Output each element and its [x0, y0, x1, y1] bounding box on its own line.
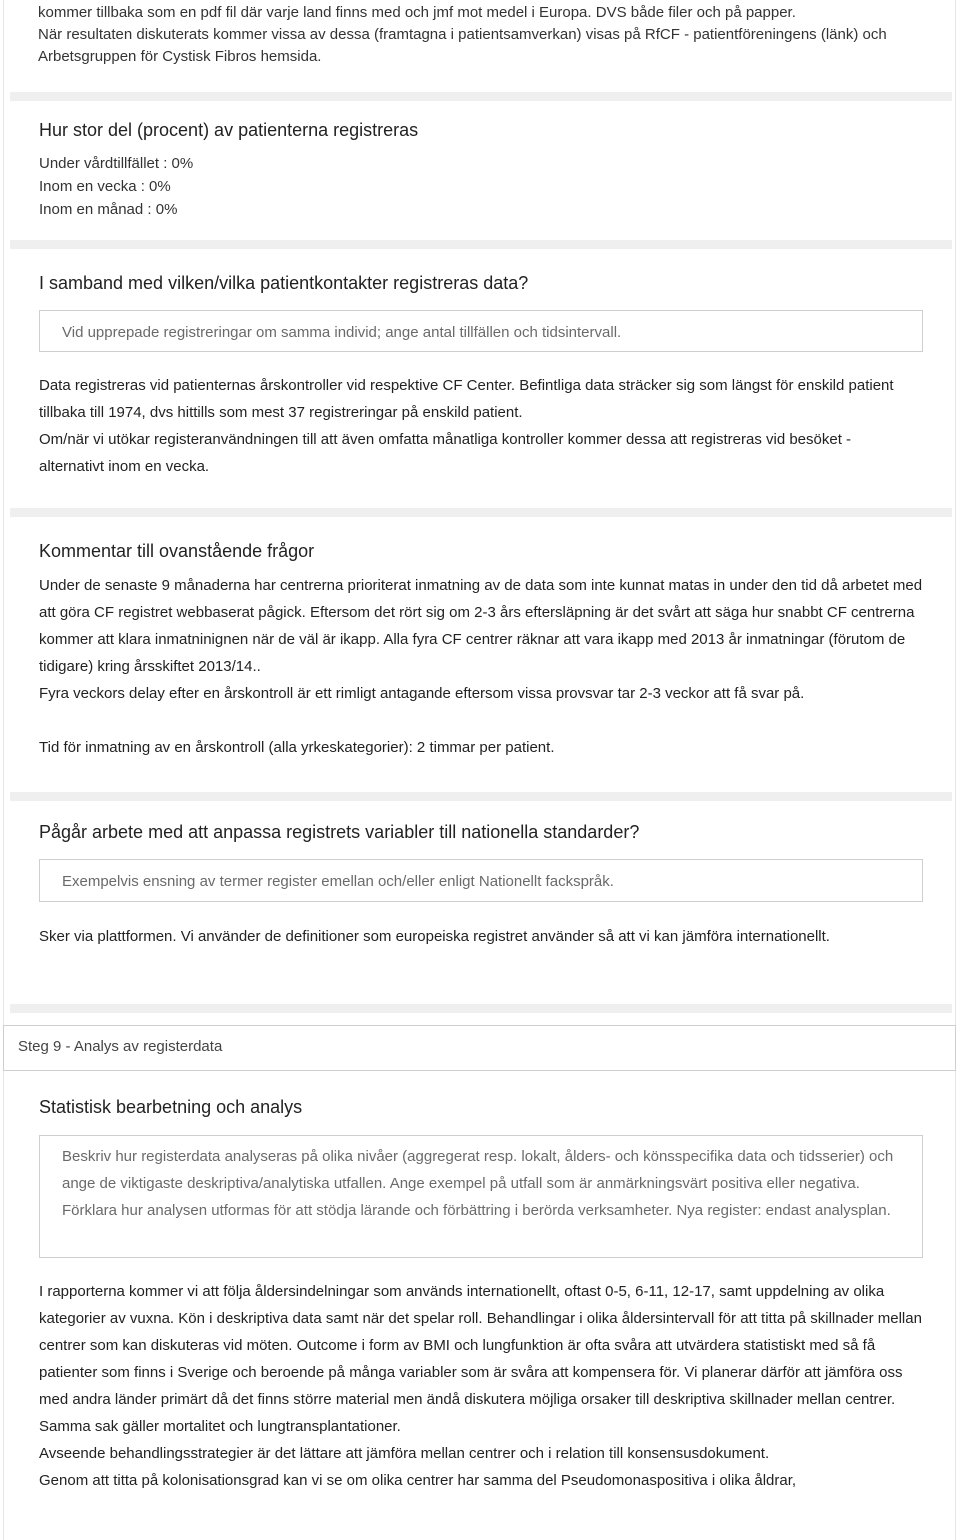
question-hint-standards: Exempelvis ensning av termer register emellan och/eller enligt Nationellt fackspråk.	[39, 859, 923, 902]
answer-paragraph: Om/när vi utökar registeranvändningen till att även omfatta månatliga kontroller kommer dessa att registreras vid besöket - alternativt inom en vecka.	[39, 431, 852, 475]
section-divider	[10, 792, 952, 801]
intro-line: kommer tillbaka som en pdf fil där varje land finns med och jmf mot medel i Europa. DVS både filer och på papper.	[38, 4, 796, 21]
section-divider	[10, 1004, 952, 1013]
section-divider	[10, 240, 952, 249]
answer-paragraph: Tid för inmatning av en årskontroll (alla yrkeskategorier): 2 timmar per patient.	[39, 739, 555, 756]
question-title-contacts: I samband med vilken/vilka patientkontakter registreras data?	[39, 273, 529, 293]
question-hint-contacts: Vid upprepade registreringar om samma individ; ange antal tillfällen och tidsintervall.	[39, 310, 923, 352]
percent-row: Inom en vecka : 0%	[39, 178, 171, 195]
step-header	[3, 1025, 956, 1071]
percent-row: Under vårdtillfället : 0%	[39, 155, 194, 172]
question-hint-stats: Beskriv hur registerdata analyseras på olika nivåer (aggregerat resp. lokalt, ålders- och könsspecifika data och tidsserier) och ange de viktigaste deskriptiva/analytiska utfallen. Ange exempel på utfall som är anmärkningsvärt positiva eller negativa. Förklara hur analysen utformas för att stödja lärande och förbättring i berörda verksamheter. Nya register: endast analysplan.	[39, 1135, 923, 1258]
answer-paragraph: Data registreras vid patienternas årskontroller vid respektive CF Center. Befintliga data sträcker sig som längst för enskild patient tillbaka till 1974, dvs hittills som mest 37 registreringar på enskild patient.	[39, 377, 894, 421]
section-divider	[10, 508, 952, 517]
answer-stats	[39, 1278, 924, 1494]
answer-paragraph: I rapporterna kommer vi att följa åldersindelningar som används internationellt, oftast 0-5, 6-11, 12-17, samt uppdelning av olika kategorier av vuxna. Kön i deskriptiva data samt när det spelar roll. Behandlingar i olika åldersintervall för att titta på skillnader mellan centrer som kan diskuteras vid möten. Outcome i form av BMI och lungfunktion är ofta svåra att utvärdera statistiskt med så få patienter som finns i Sverige och beroende på många variabler som är svåra att kompensera för. Vi planerar därför att jämföra oss med andra länder primärt då det finns större material men ändå diskutera möjliga orsaker till deskriptiva skillnader mellan centrer. Samma sak gäller mortalitet och lungtransplantationer.	[39, 1283, 922, 1435]
answer-paragraph: Under de senaste 9 månaderna har centrerna prioriterat inmatning av de data som inte kunnat matas in under den tid då arbetet med att göra CF registret webbaserat pågick. Eftersom det rört sig om 2-3 års eftersläpning är det svårt att säga hur snabbt CF centrerna kommer att klara inmatninignen när de väl är ikapp. Alla fyra CF centrer räknar att vara ikapp med 2013 år inmatningar (förutom de tidigare) kring årsskiftet 2013/14..	[39, 577, 923, 675]
question-title-standards: Pågår arbete med att anpassa registrets variabler till nationella standarder?	[39, 822, 640, 842]
answer-paragraph: Avseende behandlingsstrategier är det lättare att jämföra mellan centrer och i relation till konsensusdokument.	[39, 1445, 770, 1462]
percent-list	[39, 152, 919, 221]
answer-comment	[39, 572, 924, 761]
question-title-stats: Statistisk bearbetning och analys	[39, 1097, 303, 1117]
question-title-comment: Kommentar till ovanstående frågor	[39, 541, 315, 561]
step-label: Steg 9 - Analys av registerdata	[18, 1038, 223, 1055]
answer-contacts	[39, 372, 919, 480]
answer-paragraph: Genom att titta på kolonisationsgrad kan vi se om olika centrer har samma del Pseudomonaspositiva i olika åldrar,	[39, 1472, 797, 1489]
section-divider	[10, 92, 952, 101]
answer-standards: Sker via plattformen. Vi använder de definitioner som europeiska registret använder så att vi kan jämföra internationellt.	[39, 928, 830, 945]
answer-paragraph: Fyra veckors delay efter en årskontroll är ett rimligt antagande eftersom vissa provsvar tar 2-3 veckor att få svar på.	[39, 685, 805, 702]
percent-row: Inom en månad : 0%	[39, 201, 178, 218]
intro-text	[38, 2, 928, 68]
question-title-percent: Hur stor del (procent) av patienterna registreras	[39, 120, 419, 140]
intro-line: När resultaten diskuterats kommer vissa av dessa (framtagna i patientsamverkan) visas på RfCF - patientföreningens (länk) och Arbetsgruppen för Cystisk Fibros hemsida.	[38, 26, 887, 65]
